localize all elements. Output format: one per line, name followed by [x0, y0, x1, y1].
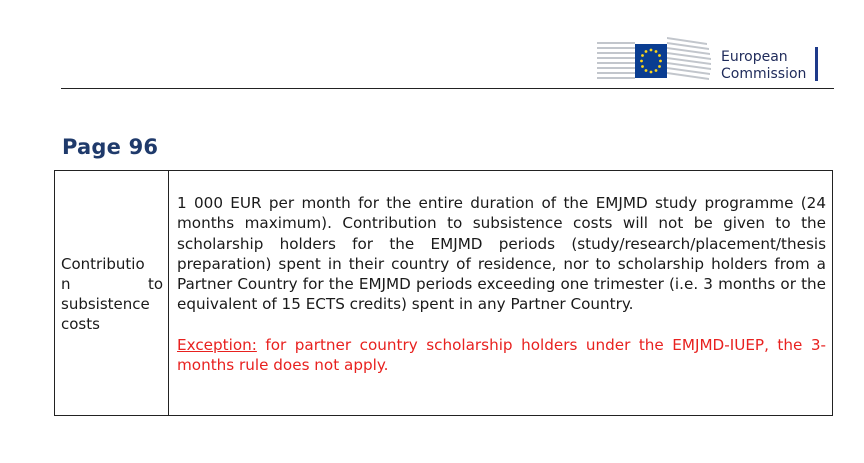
- logo-line-european: European: [721, 49, 788, 65]
- page-title: Page 96: [62, 135, 159, 159]
- logo-accent-bar: [815, 47, 818, 81]
- label-line: Contributio: [61, 255, 145, 273]
- exception-label: Exception:: [177, 335, 257, 354]
- header-divider: [61, 88, 834, 89]
- label-line: subsistence: [61, 295, 150, 313]
- table-column-divider: [168, 170, 169, 416]
- label-word: n: [61, 275, 71, 293]
- table-row-body: [177, 193, 826, 375]
- table-row-label: [61, 254, 163, 334]
- logo-wordmark: [721, 49, 806, 83]
- label-word: to: [147, 275, 163, 293]
- body-paragraph: 1 000 EUR per month for the entire duration of the EMJMD study programme (24 months maximum). Contribution to subsistence costs will not be given to the scholarship holders for the EMJMD periods (study/research/placement/thesis preparation) spent in their country of residence, nor to scholarship holders from a Partner Country for the EMJMD periods exceeding one trimester (i.e. 3 months or the equivalent of 15 ECTS credits) spent in any Partner Country.: [177, 194, 826, 314]
- logo-line-commission: Commission: [721, 66, 807, 82]
- exception-paragraph: [177, 335, 826, 376]
- label-line: costs: [61, 315, 100, 333]
- exception-text: for partner country scholarship holders under the EMJMD-IUEP, the 3-months rule does not apply.: [177, 335, 826, 375]
- label-line-justified: [61, 274, 163, 294]
